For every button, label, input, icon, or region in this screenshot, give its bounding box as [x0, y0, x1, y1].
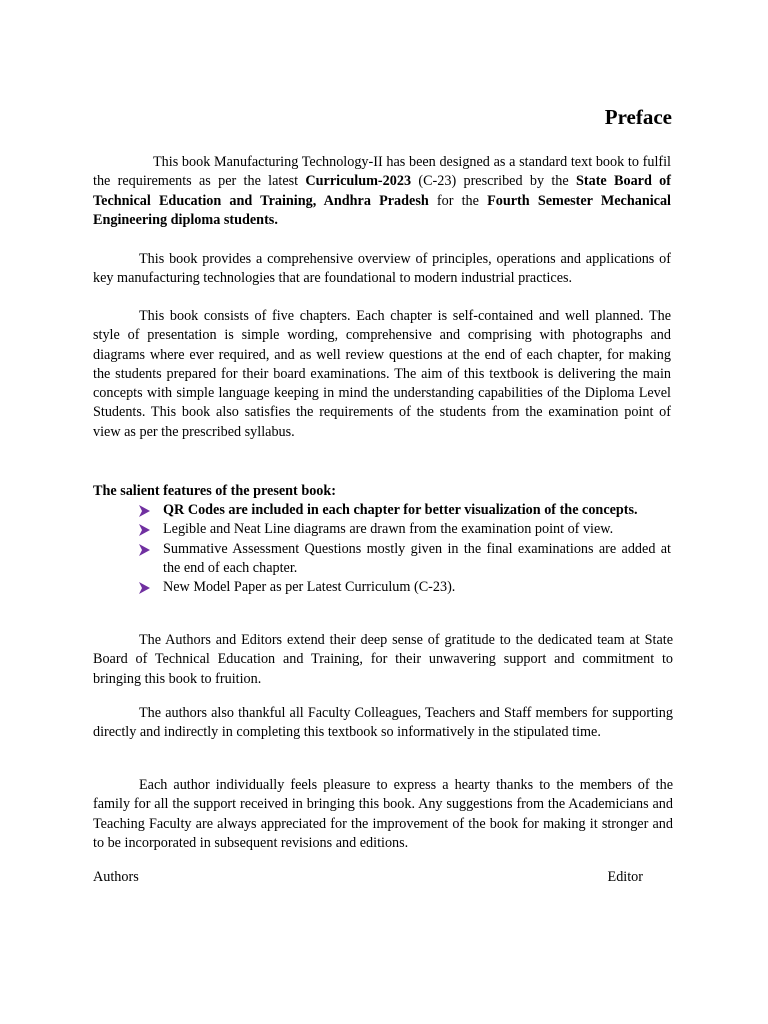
arrowhead-bullet-icon [138, 505, 150, 517]
thanks-colleagues-paragraph: The authors also thankful all Faculty Colleagues, Teachers and Staff members for supporting directly and indirectly in completing this textbook so informatively in the stipulated time. [93, 705, 673, 741]
authors-signature: Authors [93, 869, 139, 885]
arrowhead-bullet-icon [138, 544, 150, 556]
intro-paragraph [93, 153, 671, 230]
editor-signature: Editor [607, 869, 643, 885]
curriculum-name: Curriculum-2023 [305, 173, 412, 190]
target-students: Fourth Semester Mechanical Engineering diploma students. [93, 192, 671, 228]
intro-text-2: (C-23) prescribed by the [411, 173, 576, 190]
feature-text: New Model Paper as per Latest Curriculum (C-23). [163, 579, 456, 596]
overview-paragraph: This book provides a comprehensive overview of principles, operations and applications of key manufacturing technologies that are foundational to modern industrial practices. [93, 251, 671, 287]
features-list [93, 501, 671, 597]
structure-paragraph: This book consists of five chapters. Each chapter is self-contained and well planned. The style of presentation is simple wording, comprehensive and comprising with photographs and diagrams where ever required, and as well review questions at the end of each chapter, for making the students prepared for their board examinations. The aim of this textbook is delivering the main concepts with simple language keeping in mind the understanding capabilities of the Diploma Level Students. This book also satisfies the requirements of the students from the examination point of view as per the prescribed syllabus. [93, 308, 671, 440]
arrowhead-bullet-icon [138, 524, 150, 536]
feature-item [93, 540, 671, 579]
board-name: State Board of Technical Education and Training, Andhra Pradesh [93, 173, 671, 209]
intro-text-3: for the [428, 192, 488, 209]
gratitude-paragraph: The Authors and Editors extend their deep sense of gratitude to the dedicated team at State Board of Technical Education and Training, for their unwavering support and commitment to bringing this book to fruition. [93, 632, 673, 687]
intro-text-1: This book Manufacturing Technology-II has been designed as a standard text book to fulfil the requirements as per the latest [93, 154, 671, 190]
feature-item [93, 578, 671, 597]
feature-text: QR Codes are included in each chapter for better visualization of the concepts. [163, 502, 638, 518]
thanks-family-paragraph: Each author individually feels pleasure to express a hearty thanks to the members of the family for all the support received in bringing this book. Any suggestions from the Academicians and Teaching Faculty are always appreciated for the improvement of the book for making it stronger and to be incorporated in subsequent revisions and editions. [93, 777, 673, 851]
arrowhead-bullet-icon [138, 582, 150, 594]
feature-item [93, 501, 671, 520]
feature-item [93, 520, 671, 539]
features-heading: The salient features of the present book: [93, 483, 337, 499]
feature-text: Summative Assessment Questions mostly given in the final examinations are added at the end of each chapter. [163, 540, 671, 576]
feature-text: Legible and Neat Line diagrams are drawn from the examination point of view. [163, 521, 614, 538]
page-title: Preface [604, 105, 672, 129]
